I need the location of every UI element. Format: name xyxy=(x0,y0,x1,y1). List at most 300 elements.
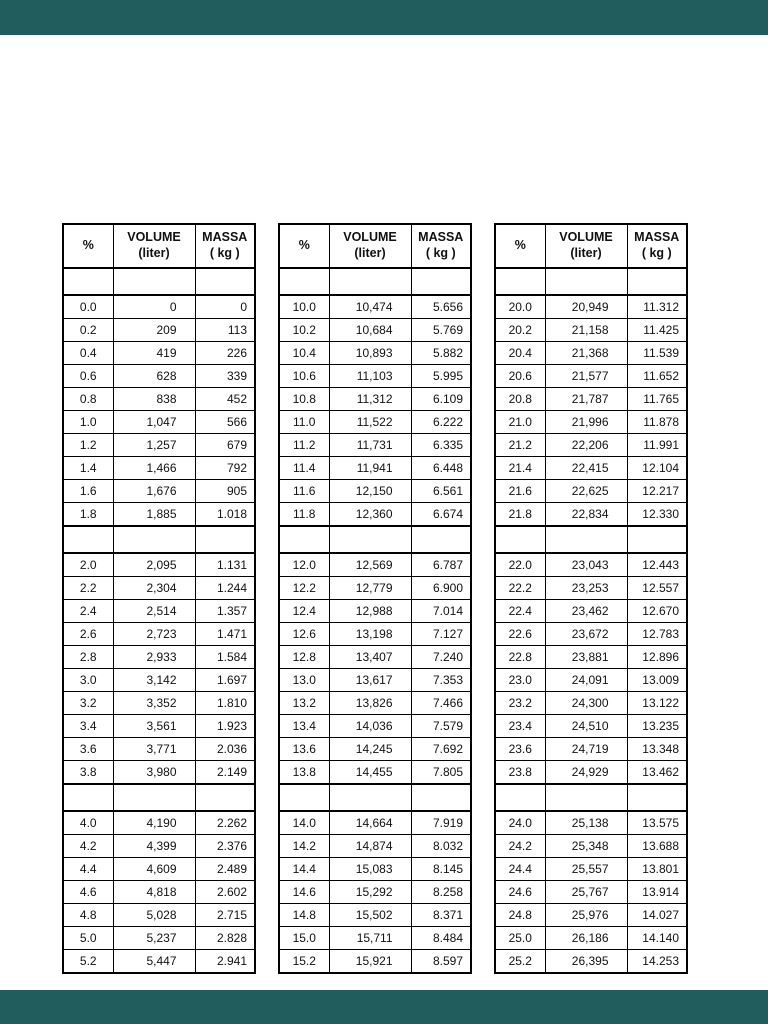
massa-cell: 7.127 xyxy=(411,623,471,646)
volume-cell: 12,150 xyxy=(329,480,411,503)
massa-cell: 12.443 xyxy=(627,553,687,577)
table-row xyxy=(279,738,471,761)
massa-cell: 2.941 xyxy=(195,950,255,974)
table-row xyxy=(279,811,471,835)
percent-cell: 24.6 xyxy=(495,881,545,904)
table-row xyxy=(63,904,255,927)
percent-cell: 12.0 xyxy=(279,553,329,577)
percent-cell: 21.8 xyxy=(495,503,545,527)
table-row xyxy=(63,811,255,835)
massa-cell: 8.145 xyxy=(411,858,471,881)
table-row xyxy=(279,858,471,881)
percent-cell: 11.8 xyxy=(279,503,329,527)
volume-cell: 1,885 xyxy=(113,503,195,527)
volume-cell: 3,771 xyxy=(113,738,195,761)
table-row xyxy=(495,811,687,835)
table-row xyxy=(63,669,255,692)
table-row xyxy=(63,553,255,577)
massa-cell: 14.253 xyxy=(627,950,687,974)
table-row xyxy=(279,904,471,927)
percent-cell: 12.4 xyxy=(279,600,329,623)
table-row xyxy=(279,646,471,669)
table-row xyxy=(63,434,255,457)
percent-cell: 1.8 xyxy=(63,503,113,527)
table-row xyxy=(495,692,687,715)
percent-cell: 1.2 xyxy=(63,434,113,457)
table-row xyxy=(495,480,687,503)
percent-cell: 20.6 xyxy=(495,365,545,388)
percent-cell: 11.6 xyxy=(279,480,329,503)
percent-cell: 1.0 xyxy=(63,411,113,434)
massa-cell: 1.357 xyxy=(195,600,255,623)
volume-cell: 24,300 xyxy=(545,692,627,715)
table-row xyxy=(63,692,255,715)
table-row xyxy=(63,927,255,950)
table-row xyxy=(63,480,255,503)
volume-cell: 4,818 xyxy=(113,881,195,904)
percent-cell: 22.2 xyxy=(495,577,545,600)
massa-cell: 12.104 xyxy=(627,457,687,480)
percent-column-header: % xyxy=(63,224,113,268)
volume-cell: 12,360 xyxy=(329,503,411,527)
percent-cell: 21.2 xyxy=(495,434,545,457)
table-row xyxy=(495,881,687,904)
percent-cell: 15.0 xyxy=(279,927,329,950)
massa-cell: 8.484 xyxy=(411,927,471,950)
table-row xyxy=(495,600,687,623)
spacer-row xyxy=(63,784,255,811)
table-row xyxy=(279,457,471,480)
table-row xyxy=(279,388,471,411)
table-row xyxy=(495,503,687,527)
spacer-row xyxy=(279,784,471,811)
volume-cell: 12,569 xyxy=(329,553,411,577)
spacer-row xyxy=(495,526,687,553)
table-percent-20-to-25 xyxy=(494,223,688,974)
percent-cell: 20.2 xyxy=(495,319,545,342)
volume-cell: 11,941 xyxy=(329,457,411,480)
header-row xyxy=(495,224,687,268)
massa-cell: 7.466 xyxy=(411,692,471,715)
massa-cell: 11.425 xyxy=(627,319,687,342)
volume-column-header: VOLUME (liter) xyxy=(545,224,627,268)
percent-cell: 4.8 xyxy=(63,904,113,927)
massa-column-header: MASSA ( kg ) xyxy=(627,224,687,268)
volume-cell: 2,514 xyxy=(113,600,195,623)
percent-cell: 23.8 xyxy=(495,761,545,785)
massa-cell: 6.222 xyxy=(411,411,471,434)
table-row xyxy=(63,600,255,623)
percent-cell: 11.2 xyxy=(279,434,329,457)
table-row xyxy=(495,835,687,858)
volume-cell: 25,348 xyxy=(545,835,627,858)
percent-cell: 4.0 xyxy=(63,811,113,835)
table-row xyxy=(279,761,471,785)
massa-cell: 11.312 xyxy=(627,295,687,319)
volume-cell: 2,723 xyxy=(113,623,195,646)
volume-cell: 209 xyxy=(113,319,195,342)
volume-cell: 24,510 xyxy=(545,715,627,738)
volume-cell: 24,929 xyxy=(545,761,627,785)
volume-cell: 3,980 xyxy=(113,761,195,785)
document-page xyxy=(0,35,768,990)
volume-cell: 14,036 xyxy=(329,715,411,738)
massa-cell: 14.027 xyxy=(627,904,687,927)
table-row xyxy=(279,715,471,738)
massa-cell: 12.896 xyxy=(627,646,687,669)
percent-cell: 14.8 xyxy=(279,904,329,927)
volume-cell: 13,407 xyxy=(329,646,411,669)
volume-cell: 21,996 xyxy=(545,411,627,434)
volume-cell: 15,711 xyxy=(329,927,411,950)
volume-cell: 1,466 xyxy=(113,457,195,480)
table-row xyxy=(495,623,687,646)
spacer-row xyxy=(495,268,687,295)
table-row xyxy=(495,365,687,388)
massa-cell: 13.009 xyxy=(627,669,687,692)
massa-cell: 1.471 xyxy=(195,623,255,646)
volume-cell: 3,352 xyxy=(113,692,195,715)
massa-cell: 905 xyxy=(195,480,255,503)
massa-cell: 12.670 xyxy=(627,600,687,623)
table-row xyxy=(279,480,471,503)
massa-cell: 1.244 xyxy=(195,577,255,600)
percent-cell: 20.0 xyxy=(495,295,545,319)
percent-cell: 21.6 xyxy=(495,480,545,503)
table-row xyxy=(279,295,471,319)
percent-cell: 23.2 xyxy=(495,692,545,715)
table-row xyxy=(279,434,471,457)
massa-cell: 13.348 xyxy=(627,738,687,761)
massa-cell: 11.878 xyxy=(627,411,687,434)
table-row xyxy=(495,858,687,881)
massa-cell: 1.697 xyxy=(195,669,255,692)
volume-cell: 24,091 xyxy=(545,669,627,692)
table-row xyxy=(63,835,255,858)
volume-cell: 15,083 xyxy=(329,858,411,881)
table-row xyxy=(63,388,255,411)
massa-cell: 566 xyxy=(195,411,255,434)
percent-cell: 2.4 xyxy=(63,600,113,623)
percent-cell: 15.2 xyxy=(279,950,329,974)
massa-cell: 12.217 xyxy=(627,480,687,503)
percent-cell: 4.4 xyxy=(63,858,113,881)
massa-cell: 2.036 xyxy=(195,738,255,761)
volume-cell: 1,047 xyxy=(113,411,195,434)
massa-cell: 6.561 xyxy=(411,480,471,503)
spacer-row xyxy=(63,526,255,553)
volume-cell: 12,779 xyxy=(329,577,411,600)
massa-cell: 8.258 xyxy=(411,881,471,904)
table-row xyxy=(495,295,687,319)
volume-cell: 3,142 xyxy=(113,669,195,692)
volume-cell: 4,399 xyxy=(113,835,195,858)
percent-cell: 13.6 xyxy=(279,738,329,761)
percent-cell: 12.2 xyxy=(279,577,329,600)
volume-cell: 25,138 xyxy=(545,811,627,835)
table-row xyxy=(279,553,471,577)
massa-cell: 7.240 xyxy=(411,646,471,669)
massa-cell: 6.900 xyxy=(411,577,471,600)
volume-cell: 10,684 xyxy=(329,319,411,342)
table-row xyxy=(63,738,255,761)
percent-cell: 11.4 xyxy=(279,457,329,480)
table-row xyxy=(63,761,255,785)
spacer-row xyxy=(63,268,255,295)
percent-cell: 22.6 xyxy=(495,623,545,646)
table-row xyxy=(495,553,687,577)
massa-cell: 226 xyxy=(195,342,255,365)
volume-cell: 26,186 xyxy=(545,927,627,950)
massa-cell: 113 xyxy=(195,319,255,342)
massa-cell: 339 xyxy=(195,365,255,388)
volume-cell: 22,206 xyxy=(545,434,627,457)
volume-cell: 11,731 xyxy=(329,434,411,457)
percent-cell: 0.6 xyxy=(63,365,113,388)
volume-cell: 838 xyxy=(113,388,195,411)
massa-cell: 5.656 xyxy=(411,295,471,319)
massa-cell: 13.914 xyxy=(627,881,687,904)
volume-cell: 20,949 xyxy=(545,295,627,319)
volume-column-header: VOLUME (liter) xyxy=(329,224,411,268)
massa-cell: 13.122 xyxy=(627,692,687,715)
volume-cell: 14,874 xyxy=(329,835,411,858)
percent-cell: 10.4 xyxy=(279,342,329,365)
table-row xyxy=(63,577,255,600)
massa-cell: 5.769 xyxy=(411,319,471,342)
table-row xyxy=(495,457,687,480)
table-percent-10-to-15 xyxy=(278,223,472,974)
massa-cell: 7.805 xyxy=(411,761,471,785)
percent-cell: 0.8 xyxy=(63,388,113,411)
table-row xyxy=(63,858,255,881)
table-row xyxy=(495,646,687,669)
percent-cell: 12.6 xyxy=(279,623,329,646)
volume-cell: 2,095 xyxy=(113,553,195,577)
table-row xyxy=(495,319,687,342)
massa-cell: 6.109 xyxy=(411,388,471,411)
table-row xyxy=(279,835,471,858)
percent-cell: 3.6 xyxy=(63,738,113,761)
volume-cell: 10,474 xyxy=(329,295,411,319)
table-row xyxy=(63,623,255,646)
volume-cell: 2,304 xyxy=(113,577,195,600)
massa-cell: 1.584 xyxy=(195,646,255,669)
volume-cell: 23,253 xyxy=(545,577,627,600)
table-row xyxy=(63,950,255,974)
volume-cell: 22,834 xyxy=(545,503,627,527)
percent-cell: 24.4 xyxy=(495,858,545,881)
percent-cell: 0.4 xyxy=(63,342,113,365)
percent-cell: 2.6 xyxy=(63,623,113,646)
table-row xyxy=(495,388,687,411)
massa-cell: 13.801 xyxy=(627,858,687,881)
volume-cell: 1,257 xyxy=(113,434,195,457)
massa-cell: 7.919 xyxy=(411,811,471,835)
volume-cell: 21,158 xyxy=(545,319,627,342)
massa-cell: 0 xyxy=(195,295,255,319)
percent-cell: 1.4 xyxy=(63,457,113,480)
table-row xyxy=(63,365,255,388)
volume-cell: 2,933 xyxy=(113,646,195,669)
table-row xyxy=(495,715,687,738)
table-row xyxy=(495,761,687,785)
table-row xyxy=(495,738,687,761)
volume-cell: 4,190 xyxy=(113,811,195,835)
percent-cell: 24.8 xyxy=(495,904,545,927)
percent-cell: 14.2 xyxy=(279,835,329,858)
massa-cell: 2.262 xyxy=(195,811,255,835)
massa-cell: 13.575 xyxy=(627,811,687,835)
massa-cell: 12.557 xyxy=(627,577,687,600)
percent-column-header: % xyxy=(279,224,329,268)
percent-cell: 3.0 xyxy=(63,669,113,692)
table-row xyxy=(279,600,471,623)
volume-cell: 4,609 xyxy=(113,858,195,881)
massa-cell: 2.828 xyxy=(195,927,255,950)
table-percent-0-to-5 xyxy=(62,223,256,974)
percent-cell: 10.0 xyxy=(279,295,329,319)
table-row xyxy=(279,950,471,974)
volume-cell: 13,198 xyxy=(329,623,411,646)
volume-cell: 23,881 xyxy=(545,646,627,669)
percent-cell: 14.6 xyxy=(279,881,329,904)
percent-cell: 22.4 xyxy=(495,600,545,623)
volume-cell: 11,103 xyxy=(329,365,411,388)
massa-cell: 11.991 xyxy=(627,434,687,457)
volume-cell: 15,502 xyxy=(329,904,411,927)
massa-cell: 2.376 xyxy=(195,835,255,858)
percent-cell: 4.2 xyxy=(63,835,113,858)
volume-cell: 13,617 xyxy=(329,669,411,692)
table-row xyxy=(279,927,471,950)
table-row xyxy=(63,503,255,527)
percent-cell: 13.8 xyxy=(279,761,329,785)
volume-cell: 419 xyxy=(113,342,195,365)
percent-cell: 23.0 xyxy=(495,669,545,692)
volume-cell: 13,826 xyxy=(329,692,411,715)
percent-cell: 13.2 xyxy=(279,692,329,715)
volume-cell: 14,245 xyxy=(329,738,411,761)
table-row xyxy=(63,411,255,434)
massa-cell: 5.882 xyxy=(411,342,471,365)
percent-cell: 1.6 xyxy=(63,480,113,503)
table-row xyxy=(279,342,471,365)
volume-cell: 24,719 xyxy=(545,738,627,761)
percent-cell: 11.0 xyxy=(279,411,329,434)
percent-cell: 13.0 xyxy=(279,669,329,692)
massa-cell: 792 xyxy=(195,457,255,480)
spacer-row xyxy=(279,526,471,553)
massa-cell: 452 xyxy=(195,388,255,411)
massa-cell: 1.923 xyxy=(195,715,255,738)
volume-cell: 22,625 xyxy=(545,480,627,503)
percent-cell: 20.4 xyxy=(495,342,545,365)
massa-column-header: MASSA ( kg ) xyxy=(195,224,255,268)
table-row xyxy=(279,411,471,434)
volume-cell: 14,664 xyxy=(329,811,411,835)
percent-cell: 10.8 xyxy=(279,388,329,411)
table-row xyxy=(495,950,687,974)
massa-cell: 2.715 xyxy=(195,904,255,927)
massa-cell: 5.995 xyxy=(411,365,471,388)
massa-cell: 679 xyxy=(195,434,255,457)
massa-cell: 6.335 xyxy=(411,434,471,457)
percent-cell: 21.4 xyxy=(495,457,545,480)
percent-cell: 12.8 xyxy=(279,646,329,669)
volume-cell: 3,561 xyxy=(113,715,195,738)
table-row xyxy=(63,319,255,342)
table-row xyxy=(279,881,471,904)
table-row xyxy=(495,927,687,950)
volume-cell: 21,787 xyxy=(545,388,627,411)
percent-cell: 13.4 xyxy=(279,715,329,738)
volume-cell: 5,447 xyxy=(113,950,195,974)
table-row xyxy=(279,577,471,600)
volume-cell: 628 xyxy=(113,365,195,388)
massa-cell: 12.783 xyxy=(627,623,687,646)
massa-cell: 13.688 xyxy=(627,835,687,858)
percent-cell: 10.2 xyxy=(279,319,329,342)
percent-cell: 25.0 xyxy=(495,927,545,950)
header-row xyxy=(63,224,255,268)
massa-cell: 7.353 xyxy=(411,669,471,692)
percent-cell: 21.0 xyxy=(495,411,545,434)
table-row xyxy=(495,577,687,600)
percent-cell: 5.0 xyxy=(63,927,113,950)
table-row xyxy=(279,669,471,692)
table-row xyxy=(63,342,255,365)
volume-cell: 15,921 xyxy=(329,950,411,974)
table-row xyxy=(63,715,255,738)
tables-container xyxy=(62,223,768,974)
massa-cell: 11.765 xyxy=(627,388,687,411)
massa-column-header: MASSA ( kg ) xyxy=(411,224,471,268)
percent-column-header: % xyxy=(495,224,545,268)
massa-cell: 7.579 xyxy=(411,715,471,738)
table-row xyxy=(495,434,687,457)
header-row xyxy=(279,224,471,268)
volume-cell: 25,976 xyxy=(545,904,627,927)
volume-cell: 21,577 xyxy=(545,365,627,388)
massa-cell: 11.652 xyxy=(627,365,687,388)
massa-cell: 2.489 xyxy=(195,858,255,881)
percent-cell: 0.2 xyxy=(63,319,113,342)
percent-cell: 10.6 xyxy=(279,365,329,388)
percent-cell: 5.2 xyxy=(63,950,113,974)
massa-cell: 6.674 xyxy=(411,503,471,527)
volume-cell: 11,522 xyxy=(329,411,411,434)
table-row xyxy=(63,295,255,319)
volume-cell: 26,395 xyxy=(545,950,627,974)
percent-cell: 2.2 xyxy=(63,577,113,600)
massa-cell: 8.371 xyxy=(411,904,471,927)
percent-cell: 3.8 xyxy=(63,761,113,785)
volume-cell: 23,672 xyxy=(545,623,627,646)
table-row xyxy=(63,646,255,669)
volume-cell: 10,893 xyxy=(329,342,411,365)
spacer-row xyxy=(495,784,687,811)
massa-cell: 1.131 xyxy=(195,553,255,577)
volume-cell: 14,455 xyxy=(329,761,411,785)
percent-cell: 25.2 xyxy=(495,950,545,974)
massa-cell: 7.692 xyxy=(411,738,471,761)
table-row xyxy=(63,881,255,904)
massa-cell: 1.018 xyxy=(195,503,255,527)
volume-cell: 23,043 xyxy=(545,553,627,577)
massa-cell: 2.149 xyxy=(195,761,255,785)
percent-cell: 2.8 xyxy=(63,646,113,669)
